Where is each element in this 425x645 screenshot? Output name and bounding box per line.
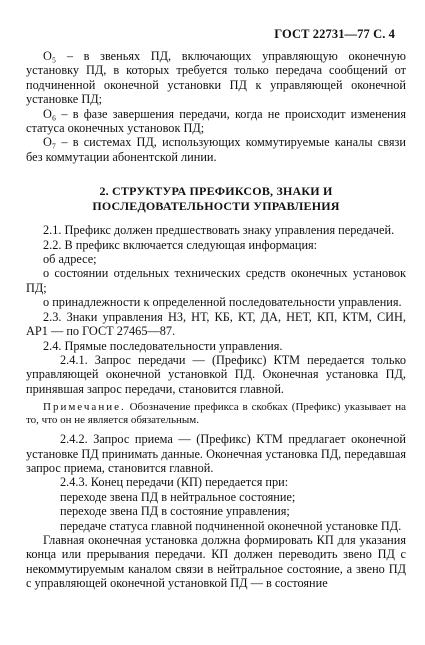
section-title: 2. СТРУКТУРА ПРЕФИКСОВ, ЗНАКИ И ПОСЛЕДОВАТЕЛЬНОСТИ УПРАВЛЕНИЯ: [92, 184, 340, 213]
list-item-sequence: о принадлежности к определенной последовательности управления.: [43, 295, 402, 310]
list-item-neutral: переходе звена ПД в нейтральное состояние;: [60, 489, 296, 504]
list-item-address: об адресе;: [43, 252, 97, 267]
paragraph-main-terminal: Главная оконечная установка должна формировать КП для указания конца или прерывания передачи. КП должен переводить звено ПД с некоммутируемым каналом связи в нейтральное состояние, а звено ПД с управляющей оконечной установкой ПД — в состояние: [26, 532, 406, 591]
list-item-status: передаче статуса главной подчиненной оконечной установке ПД.: [60, 518, 402, 533]
paragraph-2-4: 2.4. Прямые последовательности управления.: [43, 338, 283, 353]
paragraph-o6: О₆ – в фазе завершения передачи, когда не происходит изменения статуса оконечных установок ПД;: [26, 106, 406, 136]
note-text: Обозначение префикса в скобках (Префикс) указывает на то, что он не является обязательным.: [26, 401, 406, 427]
paragraph-2-4-1: 2.4.1. Запрос передачи — (Префикс) КТМ передается только управляющей оконечной установкой ПД. Оконечная установка ПД, принявшая запрос передачи, становится главной.: [26, 352, 406, 396]
paragraph-o5: О₅ – в звеньях ПД, включающих управляющую оконечную установку ПД, в которых требуется только передача сообщений от подчиненной оконечной установки ПД к управляющей оконечной установке ПД;: [26, 49, 406, 107]
paragraph-2-4-3: 2.4.3. Конец передачи (КП) передается при:: [60, 475, 289, 490]
paragraph-2-2: 2.2. В префикс включается следующая информация:: [43, 237, 318, 252]
paragraph-o7: О₇ – в системах ПД, использующих коммутируемые каналы связи без коммутации абонентской линии.: [26, 135, 406, 164]
list-item-state: о состоянии отдельных технических средств оконечных установок ПД;: [26, 266, 406, 295]
page-content: [26, 49, 406, 591]
page-header: ГОСТ 22731—77 С. 4: [274, 27, 395, 41]
note-label: Примечание.: [43, 401, 126, 414]
paragraph-2-1: 2.1. Префикс должен предшествовать знаку управления передачей.: [43, 223, 395, 238]
paragraph-2-3: 2.3. Знаки управления НЗ, НТ, КБ, КТ, ДА, НЕТ, КП, КТМ, СИН, АР1 — по ГОСТ 27465—87.: [26, 309, 406, 339]
list-item-control: переходе звена ПД в состояние управления;: [60, 504, 290, 519]
note: [26, 401, 406, 427]
paragraph-2-4-2: 2.4.2. Запрос приема — (Префикс) КТМ предлагает оконечной установке ПД принимать данные. Оконечная установка ПД, передавшая запрос приема, становится главной.: [26, 432, 406, 475]
